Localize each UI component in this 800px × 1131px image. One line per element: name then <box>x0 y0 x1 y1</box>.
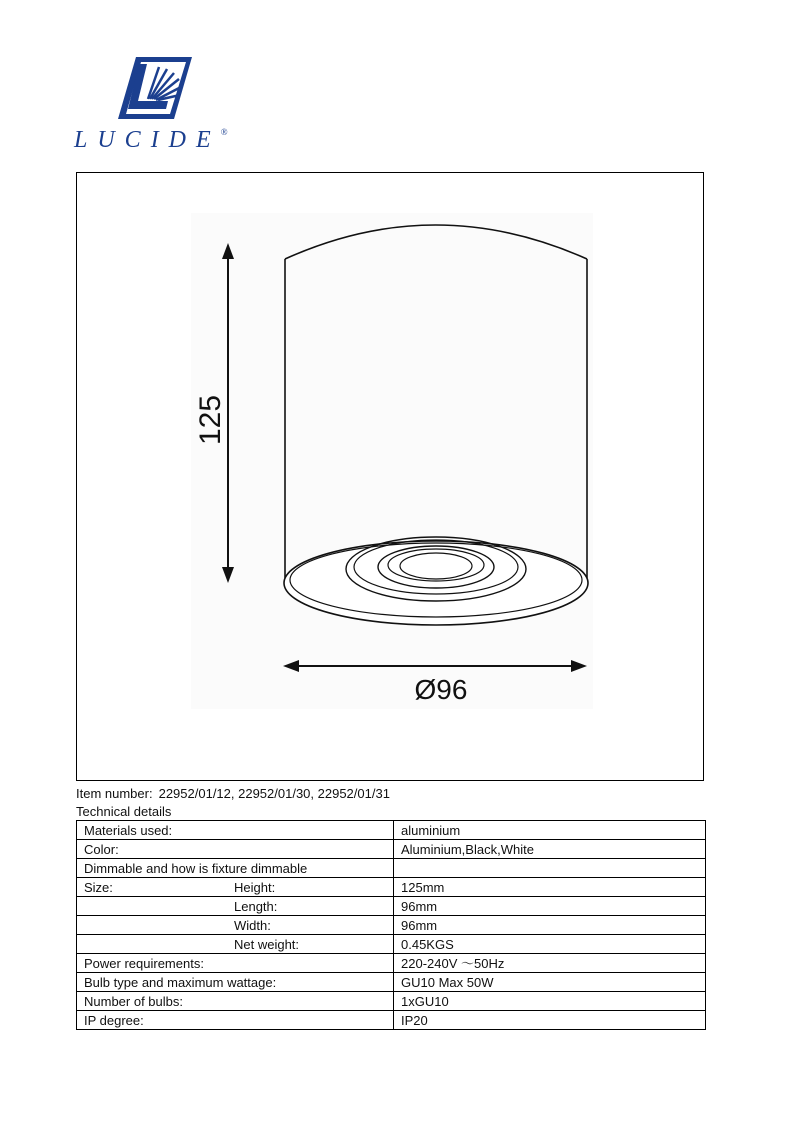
length-label: Length: <box>234 898 278 914</box>
logo-wordmark <box>74 127 228 154</box>
table-row <box>77 992 706 1011</box>
item-number-label: Item number: <box>76 786 153 801</box>
spec-label: Materials used: <box>77 821 394 840</box>
table-row <box>77 878 706 897</box>
net-weight-cell <box>77 935 394 954</box>
logo-brand: LUCIDE <box>74 127 221 153</box>
spec-label: IP degree: <box>77 1011 394 1030</box>
spec-label: Power requirements: <box>77 954 394 973</box>
width-value: 96mm <box>394 916 706 935</box>
technical-details-heading: Technical details <box>76 804 172 819</box>
height-dimension-label: 125 <box>194 394 227 446</box>
table-row <box>77 916 706 935</box>
length-cell <box>77 897 394 916</box>
spec-value: GU10 Max 50W <box>394 973 706 992</box>
spec-value: Aluminium,Black,White <box>394 840 706 859</box>
size-cell <box>77 878 394 897</box>
table-row <box>77 973 706 992</box>
net-weight-label: Net weight: <box>234 936 300 952</box>
spec-label: Color: <box>77 840 394 859</box>
height-value: 125mm <box>394 878 706 897</box>
table-row <box>77 840 706 859</box>
width-label: Width: <box>234 917 271 933</box>
fixture-drawing <box>77 173 705 782</box>
technical-drawing-frame <box>76 172 704 781</box>
spec-label: Dimmable and how is fixture dimmable <box>77 859 394 878</box>
spec-value: aluminium <box>394 821 706 840</box>
spec-label: Bulb type and maximum wattage: <box>77 973 394 992</box>
length-value: 96mm <box>394 897 706 916</box>
item-number-value: 22952/01/12, 22952/01/30, 22952/01/31 <box>158 786 390 801</box>
table-row <box>77 935 706 954</box>
diameter-dimension-label: Ø96 <box>414 674 468 705</box>
size-label: Size: <box>84 879 113 895</box>
spec-value: 220-240V ～50Hz <box>394 954 706 973</box>
table-row <box>77 1011 706 1030</box>
lucide-emblem-icon <box>114 55 194 123</box>
table-row <box>77 954 706 973</box>
spec-table <box>76 820 706 1030</box>
spec-value <box>394 859 706 878</box>
height-label: Height: <box>234 879 276 895</box>
table-row <box>77 821 706 840</box>
lucide-logo <box>74 55 228 160</box>
table-row <box>77 897 706 916</box>
item-number-line <box>76 786 390 801</box>
spec-value: IP20 <box>394 1011 706 1030</box>
logo-registered: ® <box>220 127 228 137</box>
spec-value: 1xGU10 <box>394 992 706 1011</box>
table-row <box>77 859 706 878</box>
net-weight-value: 0.45KGS <box>394 935 706 954</box>
spec-label: Number of bulbs: <box>77 992 394 1011</box>
width-cell <box>77 916 394 935</box>
